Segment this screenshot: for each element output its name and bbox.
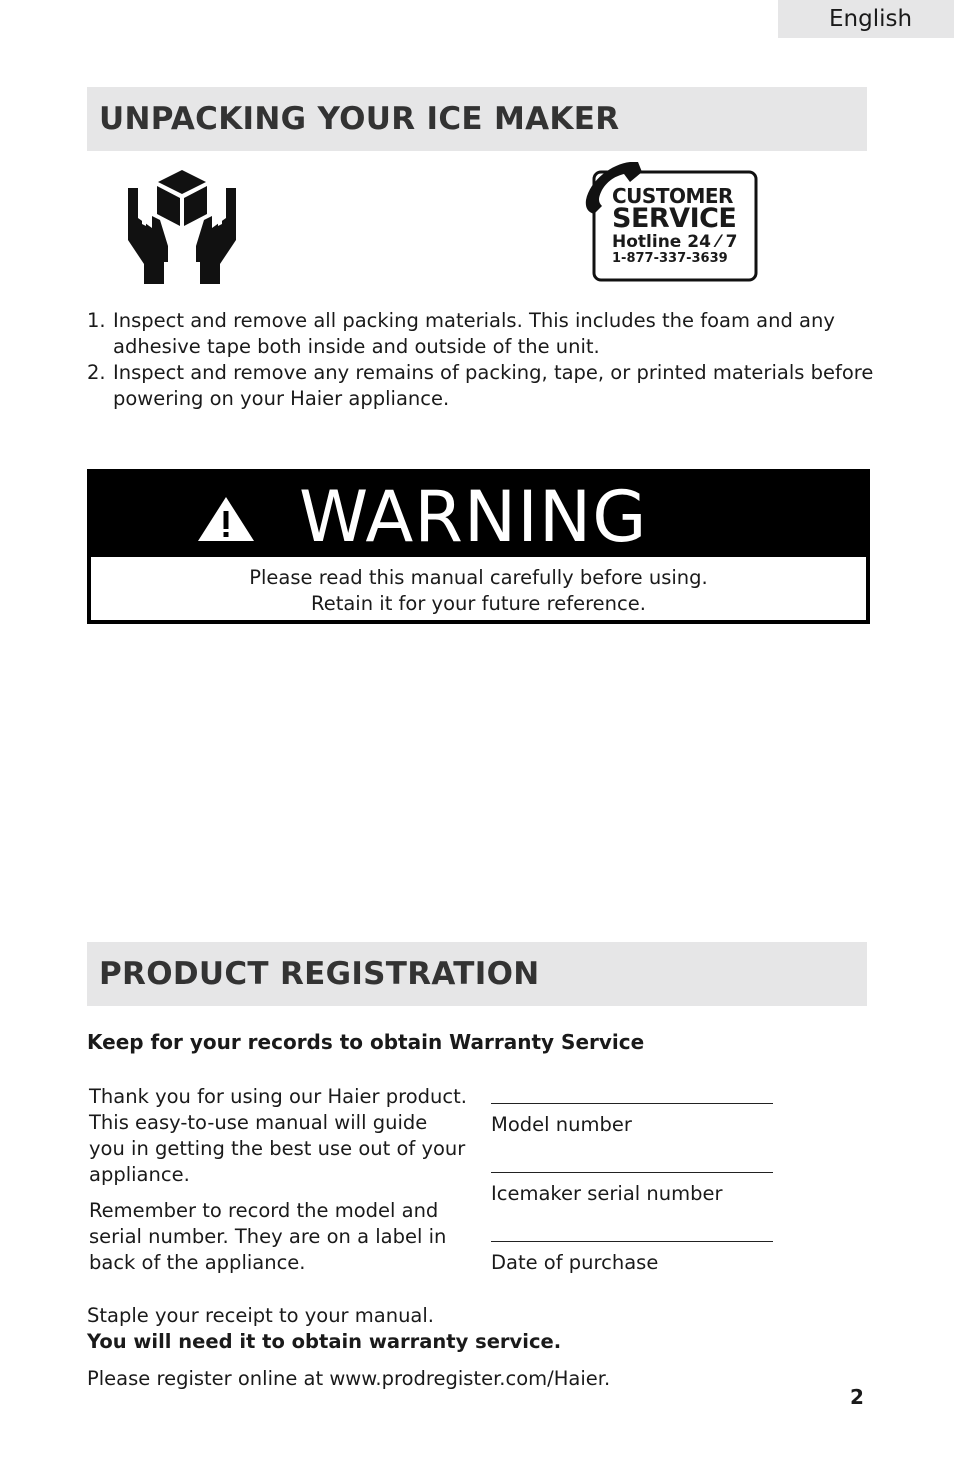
record-fields	[491, 1080, 781, 1287]
model-number-field	[491, 1080, 781, 1138]
step-number: 1.	[87, 309, 106, 332]
customer-service-line2: SERVICE	[612, 203, 737, 234]
keep-records-heading: Keep for your records to obtain Warranty Service	[87, 1030, 645, 1054]
list-item	[87, 308, 877, 360]
serial-number-field	[491, 1149, 781, 1207]
remember-paragraph: Remember to record the model and serial number. They are on a label in back of the appliance.	[89, 1199, 447, 1274]
field-blank-line	[491, 1149, 773, 1173]
list-item	[87, 360, 877, 412]
field-blank-line	[491, 1080, 773, 1104]
warning-line2: Retain it for your future reference.	[311, 592, 646, 615]
handle-with-care-icon	[124, 166, 240, 286]
warning-body	[91, 565, 866, 617]
warning-line1: Please read this manual carefully before using.	[249, 566, 708, 589]
registration-intro	[89, 1084, 469, 1286]
registration-section-header	[87, 942, 867, 1006]
unpacking-title: UNPACKING YOUR ICE MAKER	[99, 101, 620, 137]
customer-service-line1: CUSTOMER	[612, 184, 733, 208]
customer-service-badge	[584, 160, 760, 284]
warning-title: WARNING	[299, 476, 648, 558]
language-tab: English	[778, 0, 954, 38]
field-blank-line	[491, 1218, 773, 1242]
warning-triangle-icon	[196, 495, 256, 543]
registration-title: PRODUCT REGISTRATION	[99, 956, 540, 992]
step-text: Inspect and remove all packing materials. This includes the foam and any adhesive tape both inside and outside of the unit.	[113, 309, 835, 358]
staple-note	[87, 1303, 561, 1355]
field-label: Model number	[491, 1113, 632, 1136]
warranty-need-text: You will need it to obtain warranty service.	[87, 1330, 562, 1353]
register-online-text: Please register online at www.prodregister.com/Haier.	[87, 1367, 611, 1390]
page-number: 2	[850, 1385, 864, 1409]
purchase-date-field	[491, 1218, 781, 1276]
warning-box	[87, 469, 870, 624]
step-number: 2.	[87, 361, 106, 384]
staple-text: Staple your receipt to your manual.	[87, 1304, 435, 1327]
step-text: Inspect and remove any remains of packing, tape, or printed materials before powering on your Haier appliance.	[113, 361, 874, 410]
customer-service-phone: 1-877-337-3639	[612, 251, 728, 266]
thanks-paragraph: Thank you for using our Haier product. This easy-to-use manual will guide you in getting the best use out of your appliance.	[89, 1085, 467, 1186]
field-label: Icemaker serial number	[491, 1182, 723, 1205]
unpacking-steps	[87, 308, 877, 412]
unpacking-section-header	[87, 87, 867, 151]
customer-service-hotline: Hotline 24 ⁄ 7	[612, 232, 738, 252]
field-label: Date of purchase	[491, 1251, 659, 1274]
warning-header	[91, 473, 866, 557]
